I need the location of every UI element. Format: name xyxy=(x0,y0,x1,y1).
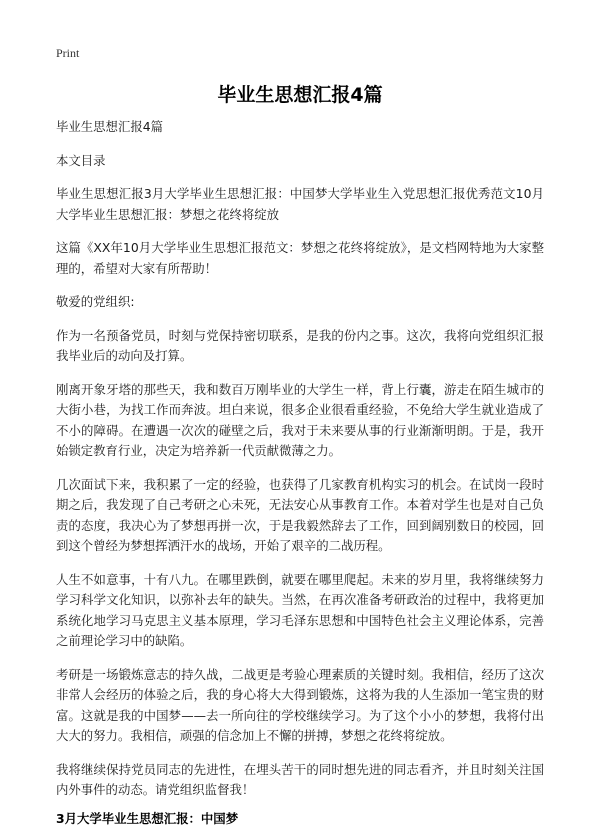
print-link[interactable]: Print xyxy=(56,46,79,61)
body-paragraph: 人生不如意事，十有八九。在哪里跌倒，就要在哪里爬起。未来的岁月里，我将继续努力学习科学文化知识，以弥补去年的缺失。当然，在再次准备考研政治的过程中，我将更加系统化地学习马克思主义基本原理，学习毛泽东思想和中国特色社会主义理论体系，完善之前理论学习中的缺陷。 xyxy=(56,570,544,652)
document-subtitle: 毕业生思想汇报4篇 xyxy=(56,117,544,138)
page-title: 毕业生思想汇报4篇 xyxy=(0,80,600,107)
body-paragraph: 作为一名预备党员，时刻与党保持密切联系，是我的份内之事。这次，我将向党组织汇报我毕业后的动向及打算。 xyxy=(56,326,544,367)
body-paragraph: 刚离开象牙塔的那些天，我和数百万刚毕业的大学生一样，背上行囊，游走在陌生城市的大街小巷，为找工作而奔波。坦白来说，很多企业很看重经验，不免给大学生就业造成了不小的障碍。在遭遇一次次的碰壁之后，我对于未来要从事的行业渐渐明朗。于是，我开始锁定教育行业，决定为培养新一代贡献微薄之力。 xyxy=(56,380,544,462)
document-body xyxy=(56,117,544,829)
body-paragraph: 我将继续保持党员同志的先进性，在埋头苦干的同时想先进的同志看齐，并且时刻关注国内外事件的动态。请党组织监督我！ xyxy=(56,760,544,801)
toc-label: 本文目录 xyxy=(56,151,544,172)
body-paragraph: 考研是一场锻炼意志的持久战，二战更是考验心理素质的关键时刻。我相信，经历了这次非常人会经历的体验之后，我的身心将大大得到锻炼，这将为我的人生添加一笔宝贵的财富。这就是我的中国梦——去一所向往的学校继续学习。为了这个小小的梦想，我将付出大大的努力。我相信，顽强的信念加上不懈的拼搏，梦想之花终将绽放。 xyxy=(56,665,544,747)
section-heading: 3月大学毕业生思想汇报：中国梦 xyxy=(56,809,544,829)
toc-text: 毕业生思想汇报3月大学毕业生思想汇报：中国梦大学毕业生入党思想汇报优秀范文10月大学毕业生思想汇报：梦想之花终将绽放 xyxy=(56,184,544,225)
intro-paragraph: 这篇《XX年10月大学毕业生思想汇报范文：梦想之花终将绽放》，是文档网特地为大家整理的，希望对大家有所帮助！ xyxy=(56,238,544,279)
greeting: 敬爱的党组织: xyxy=(56,292,544,313)
body-paragraph: 几次面试下来，我积累了一定的经验，也获得了几家教育机构实习的机会。在试岗一段时期之后，我发现了自己考研之心未死，无法安心从事教育工作。本着对学生也是对自己负责的态度，我决心为了梦想再拼一次，于是我毅然辞去了工作，回到阔别数日的校园，回到这个曾经为梦想挥洒汗水的战场，开始了艰辛的二战历程。 xyxy=(56,475,544,557)
